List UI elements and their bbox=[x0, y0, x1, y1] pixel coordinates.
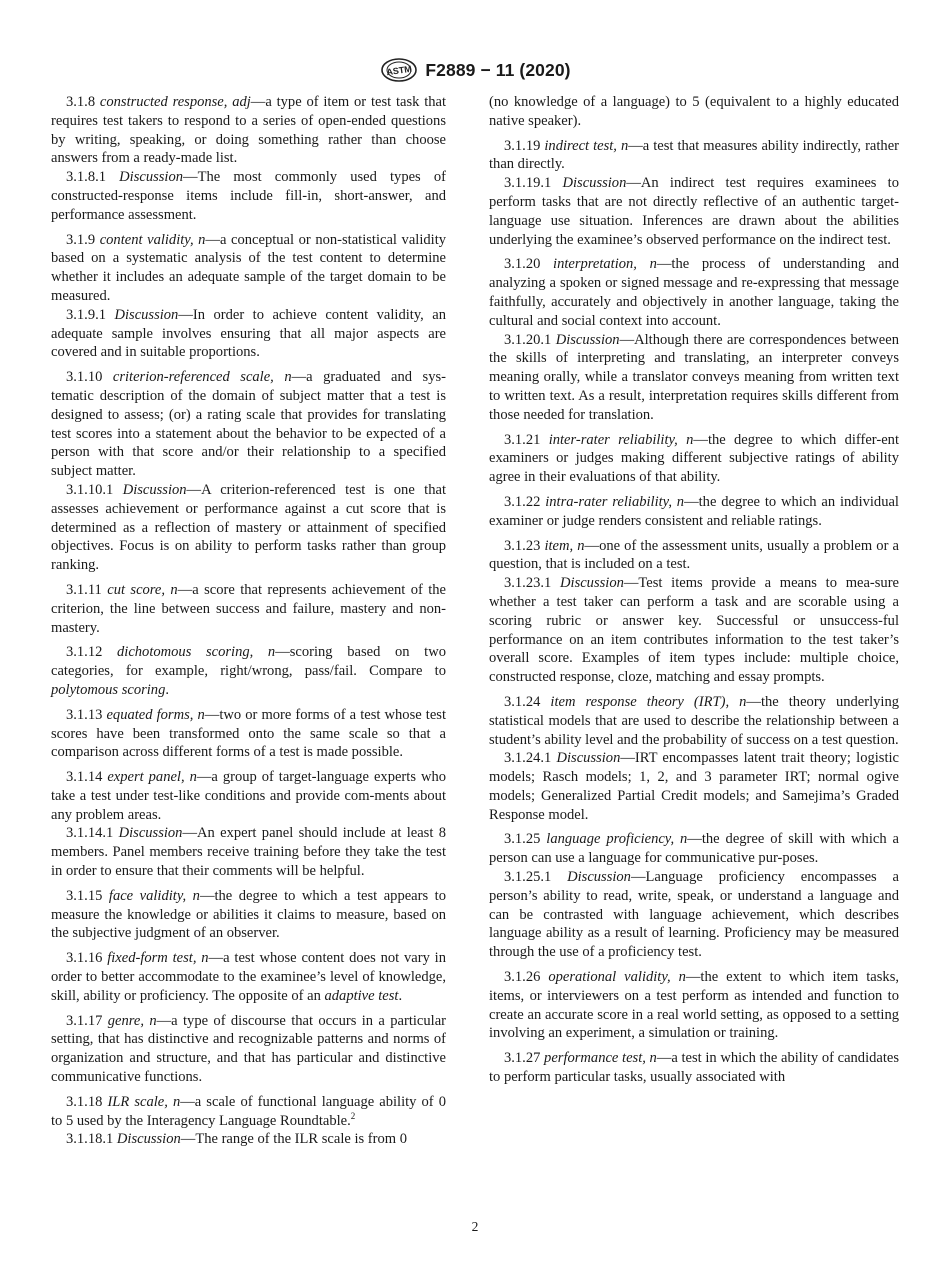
definition-paragraph bbox=[51, 887, 446, 943]
discussion-paragraph bbox=[489, 749, 899, 824]
discussion-paragraph bbox=[51, 481, 446, 575]
definition-text: —Language proficiency encompasses a person’s ability to read, write, speak, or understand a language and can be contrasted with language achievement, which describes language ability as a result of learning. Proficiency may be measured through the use of a proficiency test. bbox=[489, 869, 899, 961]
section-number: 3.1.24.1 bbox=[504, 750, 557, 767]
discussion-paragraph bbox=[489, 868, 899, 962]
section-number: 3.1.9.1 bbox=[66, 306, 115, 323]
section-number: 3.1.12 bbox=[66, 644, 118, 661]
definition-text: —a test whose content does not vary in order to better accommodate to the examinee’s level of knowledge, skill, ability or proficiency. The opposite of an bbox=[51, 950, 446, 1004]
section-number: 3.1.13 bbox=[66, 706, 107, 723]
discussion-label: Discussion bbox=[562, 175, 627, 192]
definition-text: —In order to achieve content validity, an adequate sample involves ensuring that all major aspects are covered and in suitable proportions. bbox=[51, 306, 446, 361]
definition-paragraph bbox=[489, 693, 899, 749]
definition-paragraph bbox=[51, 1093, 446, 1131]
defined-term: item response theory (IRT), n bbox=[550, 693, 747, 710]
definition-text: —the process of understanding and analyzing a spoken or signed message and re-expressing that message faithfully, accurately and objectively in another language, taking the cultural and social context into account. bbox=[489, 256, 899, 329]
defined-term: cut score, n bbox=[107, 581, 178, 598]
discussion-paragraph bbox=[51, 824, 446, 880]
section-number: 3.1.17 bbox=[66, 1012, 108, 1029]
section-number: 3.1.21 bbox=[504, 431, 549, 448]
discussion-label: Discussion bbox=[556, 750, 621, 767]
discussion-label: Discussion bbox=[560, 575, 624, 592]
section-number: 3.1.9 bbox=[66, 231, 100, 248]
definition-paragraph bbox=[489, 830, 899, 868]
defined-term: inter-rater reliability, n bbox=[548, 431, 694, 448]
definition-paragraph bbox=[489, 493, 899, 531]
svg-text:ASTM: ASTM bbox=[386, 63, 413, 78]
definition-paragraph bbox=[489, 968, 899, 1043]
defined-term: face validity, n bbox=[108, 887, 200, 904]
defined-term: language proficiency, n bbox=[546, 831, 688, 848]
definition-text: —Although there are correspondences between the skills of interpreting and translating, an interpreter conveys meaning orally, while a translator conveys meaning from written text to written text. As a result, interpretation requires skills different from those needed for translation. bbox=[489, 331, 899, 423]
discussion-label: Discussion bbox=[114, 306, 179, 323]
definition-text: —a type of item or test task that requires test takers to respond to a series of open-ended questions by writing, speaking, or doing something rather than choose answers from a ready-made list. bbox=[51, 94, 447, 167]
definition-text-end: . bbox=[398, 987, 403, 1004]
definition-paragraph bbox=[489, 537, 899, 575]
left-column bbox=[51, 93, 446, 1149]
discussion-label: Discussion bbox=[119, 169, 184, 186]
section-number: 3.1.24 bbox=[504, 693, 551, 710]
section-number: 3.1.19.1 bbox=[504, 175, 563, 192]
section-number: 3.1.8.1 bbox=[66, 169, 120, 186]
discussion-paragraph bbox=[489, 331, 899, 425]
definition-paragraph bbox=[51, 643, 446, 699]
section-number: 3.1.16 bbox=[66, 950, 108, 967]
section-number: 3.1.20 bbox=[504, 256, 554, 273]
definition-text: —a scale of functional language ability of 0 to 5 used by the Interagency Language Roundtable. bbox=[51, 1093, 446, 1129]
defined-term: criterion-referenced scale, n bbox=[112, 369, 292, 386]
section-number: 3.1.10.1 bbox=[66, 481, 123, 498]
page-number: 2 bbox=[471, 1219, 479, 1234]
definition-text: —IRT encompasses latent trait theory; logistic models; Rasch models; 1, 2, and 3 parameter IRT; normal ogive models; Generalized Partial Credit models; and Samejima’s Graded Response model. bbox=[489, 750, 899, 823]
discussion-paragraph bbox=[51, 168, 446, 224]
footnote-reference: 2 bbox=[350, 1110, 356, 1121]
discussion-label: Discussion bbox=[116, 1131, 181, 1148]
defined-term: content validity, n bbox=[99, 231, 206, 248]
defined-term: fixed-form test, n bbox=[107, 950, 209, 967]
defined-term: intra-rater reliability, n bbox=[545, 493, 685, 510]
section-number: 3.1.11 bbox=[66, 581, 108, 598]
definition-paragraph bbox=[489, 255, 899, 330]
discussion-paragraph bbox=[489, 574, 899, 687]
section-number: 3.1.15 bbox=[66, 887, 109, 904]
definition-text: —the degree to which a test appears to measure the knowledge or abilities it claims to measure, based on the subjective judgment of an observer. bbox=[51, 887, 446, 942]
defined-term: constructed response, adj bbox=[99, 94, 251, 110]
section-number: 3.1.18 bbox=[66, 1093, 108, 1110]
definition-text: —Test items provide a means to mea-sure whether a test taker can perform a task and are scorable using a scoring rubric or answer key. Successful or unsuccess-ful performance on an item contributes information to the test taker’s overall score. Examples of item types include: multiple choice, constructed response, cloze, matching and essay prompts. bbox=[489, 575, 900, 686]
section-number: 3.1.23.1 bbox=[504, 575, 561, 592]
section-number: 3.1.26 bbox=[504, 969, 549, 986]
discussion-paragraph bbox=[489, 174, 899, 249]
discussion-label: Discussion bbox=[122, 481, 187, 498]
definition-text: —a score that represents achievement of the criterion, the line between success and failure, mastery and non-mastery. bbox=[51, 581, 446, 636]
definition-paragraph bbox=[489, 1049, 899, 1087]
cross-reference-term: polytomous scoring bbox=[51, 681, 166, 698]
defined-term: interpretation, n bbox=[553, 256, 657, 273]
section-number: 3.1.25.1 bbox=[504, 869, 568, 886]
defined-term: operational validity, n bbox=[548, 969, 686, 986]
definition-paragraph bbox=[51, 768, 446, 824]
section-number: 3.1.14 bbox=[66, 769, 108, 786]
defined-term: equated forms, n bbox=[106, 706, 205, 723]
defined-term: expert panel, n bbox=[107, 769, 197, 786]
definition-text: —the extent to which item tasks, items, or interviewers on a test perform as intended and function to create an accurate score in a real world setting, as opposed to a setting involving an experiment, a simulation or training. bbox=[489, 969, 899, 1042]
definition-text: —a type of discourse that occurs in a particular setting, that has distinctive and recognizable patterns and norms of organization and structure, and that has particular and distinctive communicative functions. bbox=[51, 1012, 446, 1086]
definition-text: —scoring based on two categories, for example, right/wrong, pass/fail. Compare to bbox=[51, 644, 446, 680]
definition-text: —one of the assessment units, usually a problem or a question, that is included on a test. bbox=[489, 537, 899, 573]
section-number: 3.1.22 bbox=[504, 493, 546, 510]
definition-text: —An expert panel should include at least 8 members. Panel members receive training before they take the test in order to ensure that their comments will be helpful. bbox=[51, 825, 446, 880]
defined-term: genre, n bbox=[107, 1012, 157, 1029]
definition-continuation: (no knowledge of a language) to 5 (equivalent to a highly educated native speaker). bbox=[489, 94, 899, 129]
definition-text: —The most commonly used types of constructed-response items include fill-in, short-answer, and performance assessment. bbox=[51, 169, 446, 223]
definition-text: —a graduated and sys-tematic description of the domain of subject matter that a test is designed to assess; (or) a rating scale that provides for translating test scores into a statement about the behavior to be expected of a person with that score and/or their relationship to a specified subject matter. bbox=[51, 369, 446, 480]
right-column bbox=[489, 93, 899, 1087]
definition-text: —the degree of skill with which a person can use a language for communicative pur-poses. bbox=[489, 831, 899, 867]
section-number: 3.1.14.1 bbox=[66, 825, 119, 842]
defined-term: dichotomous scoring, n bbox=[117, 644, 276, 661]
document-designation: F2889 − 11 (2020) bbox=[425, 59, 571, 80]
definition-text: —the degree to which differ-ent examiners or judges making different subjective ratings of ability agree in their evaluations of that ability. bbox=[489, 431, 899, 486]
definition-text: —a test that measures ability indirectly, rather than directly. bbox=[489, 137, 899, 173]
section-number: 3.1.20.1 bbox=[504, 331, 556, 348]
section-number: 3.1.8 bbox=[66, 94, 100, 110]
definition-text: —the degree to which an individual examiner or judge renders consistent and reliable ratings. bbox=[489, 493, 899, 529]
definition-text: —A criterion-referenced test is one that assesses achievement or performance against a cut score that is determined as a reflection of mastery or attainment of specified objectives. Focus is on ability to perform tasks rather than group ranking. bbox=[51, 481, 446, 574]
discussion-paragraph bbox=[51, 306, 446, 362]
section-number: 3.1.18.1 bbox=[66, 1131, 117, 1148]
discussion-label: Discussion bbox=[118, 825, 183, 842]
definition-text: —a test in which the ability of candidates to perform particular tasks, usually associated with bbox=[489, 1050, 900, 1086]
section-number: 3.1.10 bbox=[66, 369, 113, 386]
definition-paragraph bbox=[51, 581, 446, 637]
discussion-label: Discussion bbox=[567, 869, 631, 886]
definition-paragraph bbox=[51, 706, 446, 762]
discussion-paragraph bbox=[51, 1130, 446, 1149]
definition-paragraph bbox=[51, 368, 446, 481]
definition-text-end: . bbox=[165, 681, 169, 698]
section-number: 3.1.27 bbox=[504, 1050, 545, 1067]
discussion-label: Discussion bbox=[555, 331, 620, 348]
definition-text: —The range of the ILR scale is from 0 bbox=[180, 1131, 407, 1148]
definition-paragraph bbox=[51, 949, 446, 1005]
definition-text: —a conceptual or non-statistical validity based on a systematic analysis of the test content to determine whether it includes an adequate sample of the target domain to be measured. bbox=[51, 231, 447, 304]
astm-logo-icon bbox=[379, 58, 419, 82]
definition-text: —the theory underlying statistical models that are used to describe the relationship between a student’s ability level and the probability of success on a test question. bbox=[489, 693, 899, 748]
defined-term: indirect test, n bbox=[544, 137, 629, 154]
section-number: 3.1.25 bbox=[504, 831, 547, 848]
section-number: 3.1.23 bbox=[504, 537, 545, 554]
section-number: 3.1.19 bbox=[504, 137, 545, 154]
defined-term: item, n bbox=[544, 537, 585, 554]
cross-reference-term: adaptive test bbox=[324, 987, 399, 1004]
definition-paragraph bbox=[489, 431, 899, 487]
page-header bbox=[0, 58, 950, 82]
defined-term: performance test, n bbox=[544, 1050, 657, 1067]
defined-term: ILR scale, n bbox=[107, 1093, 181, 1110]
definition-text: —a group of target-language experts who take a test under test-like conditions and provide com-ments about any problem areas. bbox=[51, 769, 446, 823]
definition-paragraph bbox=[51, 93, 446, 168]
definition-paragraph bbox=[51, 231, 446, 306]
definition-paragraph bbox=[489, 137, 899, 175]
definition-text: —An indirect test requires examinees to perform tasks that are not directly reflective of an authentic target-language use situation. Inferences are drawn about the abilities underlying the examinee’s observed performance on the indirect test. bbox=[489, 175, 899, 248]
definition-text: —two or more forms of a test whose test scores have been transformed onto the same scale so that a comparison across different forms of a test is made possible. bbox=[51, 706, 446, 761]
definition-paragraph bbox=[51, 1012, 446, 1087]
